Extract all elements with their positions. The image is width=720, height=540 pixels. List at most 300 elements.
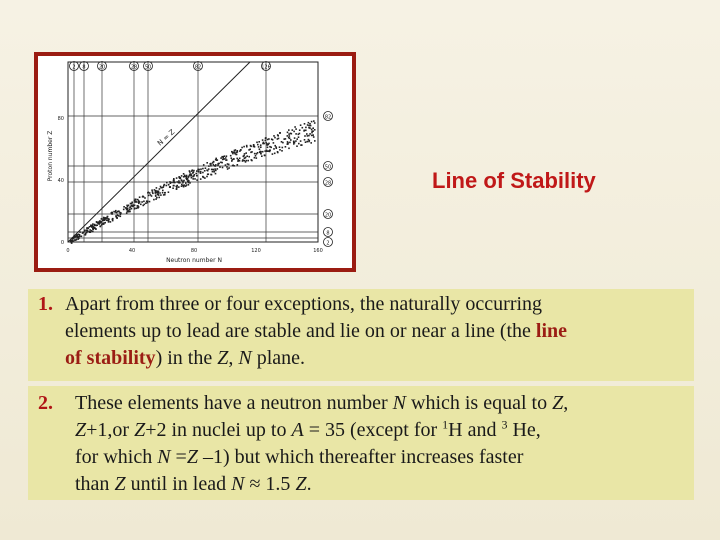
nuclide-point	[76, 239, 78, 241]
nuclide-point	[288, 148, 290, 150]
nuclide-point	[132, 206, 134, 208]
n-equals-z-line	[68, 62, 250, 242]
nuclide-point	[215, 173, 217, 175]
nuclide-point	[71, 242, 73, 244]
nuclide-point	[153, 199, 155, 201]
nuclide-point	[178, 186, 180, 188]
nuclide-point	[273, 142, 275, 144]
item-2-line-2: Z+1,or Z+2 in nuclei up to A = 35 (except for $^1$H and $^3$ He,	[75, 417, 541, 441]
nuclide-point	[88, 231, 90, 233]
nuclide-point	[163, 186, 165, 188]
nuclide-point	[294, 126, 296, 128]
x-tick-label: 160	[313, 248, 323, 254]
nuclide-point	[222, 159, 224, 161]
nuclide-point	[217, 168, 219, 170]
item-1-line-1: Apart from three or four exceptions, the naturally occurring	[65, 293, 543, 315]
nuclide-point	[78, 234, 80, 236]
nuclide-point	[265, 137, 267, 139]
nuclide-point	[299, 133, 301, 135]
nuclide-point	[99, 221, 101, 223]
nuclide-point	[302, 127, 304, 129]
nuclide-point	[208, 168, 210, 170]
nuclide-point	[293, 141, 295, 143]
slide-title: Line of Stability	[432, 168, 596, 193]
nuclide-point	[181, 184, 183, 186]
nuclide-point	[288, 129, 290, 131]
nuclide-point	[267, 147, 269, 149]
nuclide-point	[99, 225, 101, 227]
nuclide-point	[290, 133, 292, 135]
nuclide-point	[137, 205, 139, 207]
nuclide-point	[168, 184, 170, 186]
nuclide-point	[273, 135, 275, 137]
nuclide-point	[298, 136, 300, 138]
nuclide-point	[228, 167, 230, 169]
nuclide-point	[149, 192, 151, 194]
nuclide-point	[206, 162, 208, 164]
nuclide-point	[288, 133, 290, 135]
nuclide-point	[239, 158, 241, 160]
nuclide-point	[245, 161, 247, 163]
nuclide-point	[314, 122, 316, 124]
nuclide-point	[134, 208, 136, 210]
nuclide-point	[176, 187, 178, 189]
nuclide-point	[200, 171, 202, 173]
nuclide-point	[295, 128, 297, 130]
nuclide-point	[126, 205, 128, 207]
nuclide-point	[176, 177, 178, 179]
nuclide-point	[221, 162, 223, 164]
nuclide-point	[103, 223, 105, 225]
nuclide-point	[226, 159, 228, 161]
nuclide-point	[264, 155, 266, 157]
figure-frame	[34, 52, 356, 272]
nuclide-point	[240, 149, 242, 151]
nuclide-point	[103, 217, 105, 219]
nuclide-point	[189, 182, 191, 184]
nuclide-point	[187, 178, 189, 180]
right-magic-circles	[324, 112, 333, 247]
nuclide-point	[84, 230, 86, 232]
nuclide-point	[279, 132, 281, 134]
nuclide-point	[243, 156, 245, 158]
nuclide-point	[173, 180, 175, 182]
nuclide-point	[81, 236, 83, 238]
nuclide-point	[208, 165, 210, 167]
nuclide-point	[79, 231, 81, 233]
nuclide-point	[194, 178, 196, 180]
nuclide-point	[287, 132, 289, 134]
nuclide-point	[92, 231, 94, 233]
nuclide-point	[277, 151, 279, 153]
nuclide-point	[176, 188, 178, 190]
nuclide-point	[137, 207, 139, 209]
nuclide-point	[289, 138, 291, 140]
nuclide-point	[289, 142, 291, 144]
nuclide-point	[226, 155, 228, 157]
nuclide-point	[202, 172, 204, 174]
nuclide-point	[84, 234, 86, 236]
magic-label: 8	[82, 64, 86, 71]
nuclide-point	[156, 197, 158, 199]
magic-label: 50	[324, 164, 332, 171]
nuclide-point	[189, 171, 191, 173]
nuclide-point	[205, 167, 207, 169]
nuclide-point	[148, 195, 150, 197]
nuclide-point	[309, 140, 311, 142]
nuclide-point	[155, 195, 157, 197]
nuclide-point	[308, 135, 310, 137]
nuclide-point	[198, 171, 200, 173]
nuclide-point	[166, 185, 168, 187]
nuclide-point	[211, 169, 213, 171]
nuclide-point	[179, 177, 181, 179]
magic-label: 50	[144, 64, 152, 71]
nuclide-point	[213, 169, 215, 171]
nuclide-point	[197, 169, 199, 171]
nuclide-point	[225, 157, 227, 159]
plot-grid	[68, 62, 318, 242]
nuclide-point	[309, 133, 311, 135]
nuclide-point	[308, 125, 310, 127]
nuclide-point	[290, 139, 292, 141]
nuclide-point	[107, 216, 109, 218]
nuclide-point	[102, 220, 104, 222]
nuclide-point	[75, 236, 77, 238]
nuclide-point	[227, 168, 229, 170]
nuclide-point	[272, 153, 274, 155]
nuclide-point	[266, 144, 268, 146]
nuclide-point	[311, 121, 313, 123]
nuclide-point	[249, 149, 251, 151]
nuclide-point	[115, 211, 117, 213]
nuclide-point	[123, 209, 125, 211]
nuclide-point	[95, 225, 97, 227]
nuclide-point	[278, 138, 280, 140]
nuclide-point	[158, 191, 160, 193]
nuclide-point	[183, 180, 185, 182]
nuclide-point	[248, 156, 250, 158]
nuclide-point	[195, 173, 197, 175]
nuclide-point	[163, 185, 165, 187]
nuclide-point	[169, 186, 171, 188]
nuclide-point	[210, 165, 212, 167]
nuclide-point	[304, 123, 306, 125]
nuclide-point	[183, 173, 185, 175]
top-magic-circles	[70, 62, 271, 71]
magic-label: 20	[324, 212, 332, 219]
item-2-box	[28, 386, 694, 500]
nuclide-point	[237, 164, 239, 166]
nuclide-point	[117, 211, 119, 213]
nuclide-point	[285, 146, 287, 148]
nuclide-point	[104, 222, 106, 224]
nuclide-point	[217, 165, 219, 167]
nuclide-point	[211, 174, 213, 176]
nuclide-point	[193, 170, 195, 172]
nuclide-point	[110, 221, 112, 223]
nuclide-point	[91, 230, 93, 232]
nuclide-point	[86, 232, 88, 234]
nuclide-point	[162, 192, 164, 194]
nuclide-point	[307, 135, 309, 137]
nuclide-point	[128, 205, 130, 207]
nuclide-point	[219, 166, 221, 168]
item-2-number: 2.	[38, 392, 53, 414]
nuclide-point	[255, 155, 257, 157]
nuclide-point	[245, 157, 247, 159]
nuclide-point	[212, 171, 214, 173]
nuclide-point	[151, 195, 153, 197]
nuclide-point	[262, 151, 264, 153]
y-tick-label: 80	[57, 116, 64, 122]
nuclide-point	[191, 177, 193, 179]
nuclide-point	[173, 185, 175, 187]
nuclide-point	[309, 123, 311, 125]
nuclide-point	[222, 157, 224, 159]
nuclide-point	[233, 165, 235, 167]
nuclide-point	[277, 134, 279, 136]
nuclide-point	[308, 127, 310, 129]
nuclide-point	[222, 167, 224, 169]
nuclide-point	[101, 218, 103, 220]
nuclide-point	[233, 152, 235, 154]
nuclide-point	[134, 201, 136, 203]
nuclide-point	[94, 225, 96, 227]
nuclide-point	[188, 180, 190, 182]
nuclide-point	[259, 148, 261, 150]
nuclide-point	[155, 192, 157, 194]
nuclide-point	[285, 138, 287, 140]
nuclide-point	[152, 191, 154, 193]
nuclide-point	[131, 205, 133, 207]
nuclide-point	[156, 187, 158, 189]
nuclide-point	[143, 196, 145, 198]
nuclide-point	[181, 175, 183, 177]
nuclide-point	[135, 199, 137, 201]
nuclide-point	[296, 138, 298, 140]
nuclide-point	[163, 194, 165, 196]
nuclide-point	[160, 194, 162, 196]
nuclide-point	[258, 141, 260, 143]
nuclide-point	[192, 178, 194, 180]
nuclide-point	[210, 163, 212, 165]
nuclide-point	[256, 153, 258, 155]
nuclide-point	[275, 146, 277, 148]
nuclide-point	[311, 135, 313, 137]
figure-canvas	[38, 56, 352, 268]
nuclide-point	[204, 177, 206, 179]
nuclide-point	[307, 124, 309, 126]
nuclide-point	[89, 226, 91, 228]
nuclide-point	[129, 209, 131, 211]
nuclide-point	[129, 207, 131, 209]
nuclide-point	[308, 122, 310, 124]
magic-label: 28	[130, 64, 138, 71]
nuclide-point	[310, 125, 312, 127]
nuclide-point	[228, 164, 230, 166]
nuclide-point	[98, 223, 100, 225]
nuclide-point	[108, 219, 110, 221]
nuclide-point	[230, 155, 232, 157]
nuclide-point	[289, 135, 291, 137]
nuclide-point	[151, 189, 153, 191]
nuclide-point	[269, 146, 271, 148]
nuclide-point	[216, 159, 218, 161]
x-axis-label: Neutron number N	[166, 257, 222, 264]
nuclide-point	[215, 170, 217, 172]
nuclide-point	[281, 141, 283, 143]
nuclide-point	[182, 182, 184, 184]
nuclide-point	[243, 146, 245, 148]
nuclide-point	[282, 142, 284, 144]
nuclide-point	[192, 172, 194, 174]
nuclide-point	[233, 158, 235, 160]
x-tick-label: 0	[66, 248, 70, 254]
magic-label: 8	[326, 230, 330, 237]
nuclide-point	[112, 219, 114, 221]
nuclide-point	[304, 135, 306, 137]
nuclide-point	[299, 129, 301, 131]
magic-label: 82	[324, 114, 332, 121]
item-2-line-1: These elements have a neutron number N which is equal to Z,	[75, 392, 569, 414]
nuclide-point	[225, 164, 227, 166]
y-tick-label: 0	[60, 240, 64, 246]
nuclide-point	[173, 182, 175, 184]
nuclide-point	[266, 150, 268, 152]
magic-label: 2	[326, 240, 330, 247]
nuclide-point	[256, 142, 258, 144]
nuclide-point	[77, 236, 79, 238]
nuclide-point	[203, 164, 205, 166]
nuclide-point	[256, 157, 258, 159]
nuclide-point	[111, 212, 113, 214]
nuclide-point	[147, 202, 149, 204]
nuclide-point	[207, 174, 209, 176]
nuclide-point	[196, 175, 198, 177]
nuclide-point	[143, 201, 145, 203]
nuclide-point	[170, 182, 172, 184]
nuclide-point	[123, 206, 125, 208]
nuclide-point	[269, 149, 271, 151]
nuclide-point	[213, 161, 215, 163]
nuclide-point	[251, 151, 253, 153]
nuclide-point	[215, 165, 217, 167]
nuclide-point	[311, 132, 313, 134]
nuclide-point	[226, 166, 228, 168]
nuclide-point	[108, 221, 110, 223]
nuclide-point	[179, 182, 181, 184]
x-tick-label: 80	[190, 248, 198, 254]
nuclide-point	[295, 140, 297, 142]
nuclide-point	[287, 141, 289, 143]
nuclide-point	[126, 212, 128, 214]
nuclide-point	[234, 150, 236, 152]
nuclide-point	[271, 138, 273, 140]
nuclide-point	[232, 165, 234, 167]
nuclide-point	[303, 130, 305, 132]
nuclide-point	[116, 217, 118, 219]
nuclide-point	[155, 198, 157, 200]
item-2-line-4: than Z until in lead N ≈ 1.5 Z.	[75, 473, 312, 495]
nuclide-point	[137, 199, 139, 201]
nuclide-point	[111, 213, 113, 215]
nuclide-point	[185, 182, 187, 184]
nuclide-point	[196, 170, 198, 172]
nuclide-point	[313, 120, 315, 122]
nuclide-point	[241, 147, 243, 149]
nuclide-point	[173, 178, 175, 180]
nuclide-point	[310, 142, 312, 144]
nuclide-point	[190, 173, 192, 175]
nuclide-point	[237, 150, 239, 152]
nuclide-point	[312, 130, 314, 132]
nuclide-point	[157, 194, 159, 196]
magic-label: 28	[324, 180, 332, 187]
nuclide-point	[261, 155, 263, 157]
item-1-box	[28, 289, 694, 381]
nuclide-point	[300, 124, 302, 126]
nuclide-point	[200, 168, 202, 170]
nuclide-point	[160, 187, 162, 189]
plot-border	[68, 62, 318, 242]
nuclide-point	[260, 144, 262, 146]
nuclide-point	[263, 142, 265, 144]
nuclide-point	[306, 133, 308, 135]
nuclide-point	[293, 131, 295, 133]
nuclide-point	[282, 147, 284, 149]
stability-plot	[38, 56, 352, 268]
nuclide-point	[244, 153, 246, 155]
nuclide-point	[258, 146, 260, 148]
nuclide-point	[304, 139, 306, 141]
nuclide-point	[200, 172, 202, 174]
nuclide-point	[147, 192, 149, 194]
nuclide-point	[213, 164, 215, 166]
nuclide-point	[104, 217, 106, 219]
nuclide-point	[149, 201, 151, 203]
nuclide-point	[257, 144, 259, 146]
nuclide-point	[146, 200, 148, 202]
item-2-line-3: for which N =Z –1) but which thereafter increases faster	[75, 446, 524, 468]
nuclide-point	[274, 137, 276, 139]
nuclide-point	[92, 223, 94, 225]
nuclide-point	[245, 152, 247, 154]
nuclide-point	[294, 137, 296, 139]
nuclide-point	[296, 145, 298, 147]
nuclide-point	[281, 150, 283, 152]
nuclide-point	[265, 140, 267, 142]
nuclide-point	[168, 191, 170, 193]
nuclide-point	[95, 228, 97, 230]
nuclide-point	[166, 182, 168, 184]
nuclide-point	[186, 177, 188, 179]
nuclide-point	[220, 157, 222, 159]
nuclide-point	[131, 202, 133, 204]
y-tick-label: 40	[57, 178, 64, 184]
nuclide-point	[181, 179, 183, 181]
nuclide-point	[196, 179, 198, 181]
magic-label: 82	[194, 64, 202, 71]
nuclide-point	[158, 197, 160, 199]
nuclide-point	[154, 189, 156, 191]
nuclide-point	[305, 127, 307, 129]
nuclide-point	[134, 205, 136, 207]
nuclide-point	[247, 160, 249, 162]
item-1-line-3: of stability) in the Z, N plane.	[65, 347, 305, 369]
nuclide-point	[79, 236, 81, 238]
nuclide-point	[262, 139, 264, 141]
